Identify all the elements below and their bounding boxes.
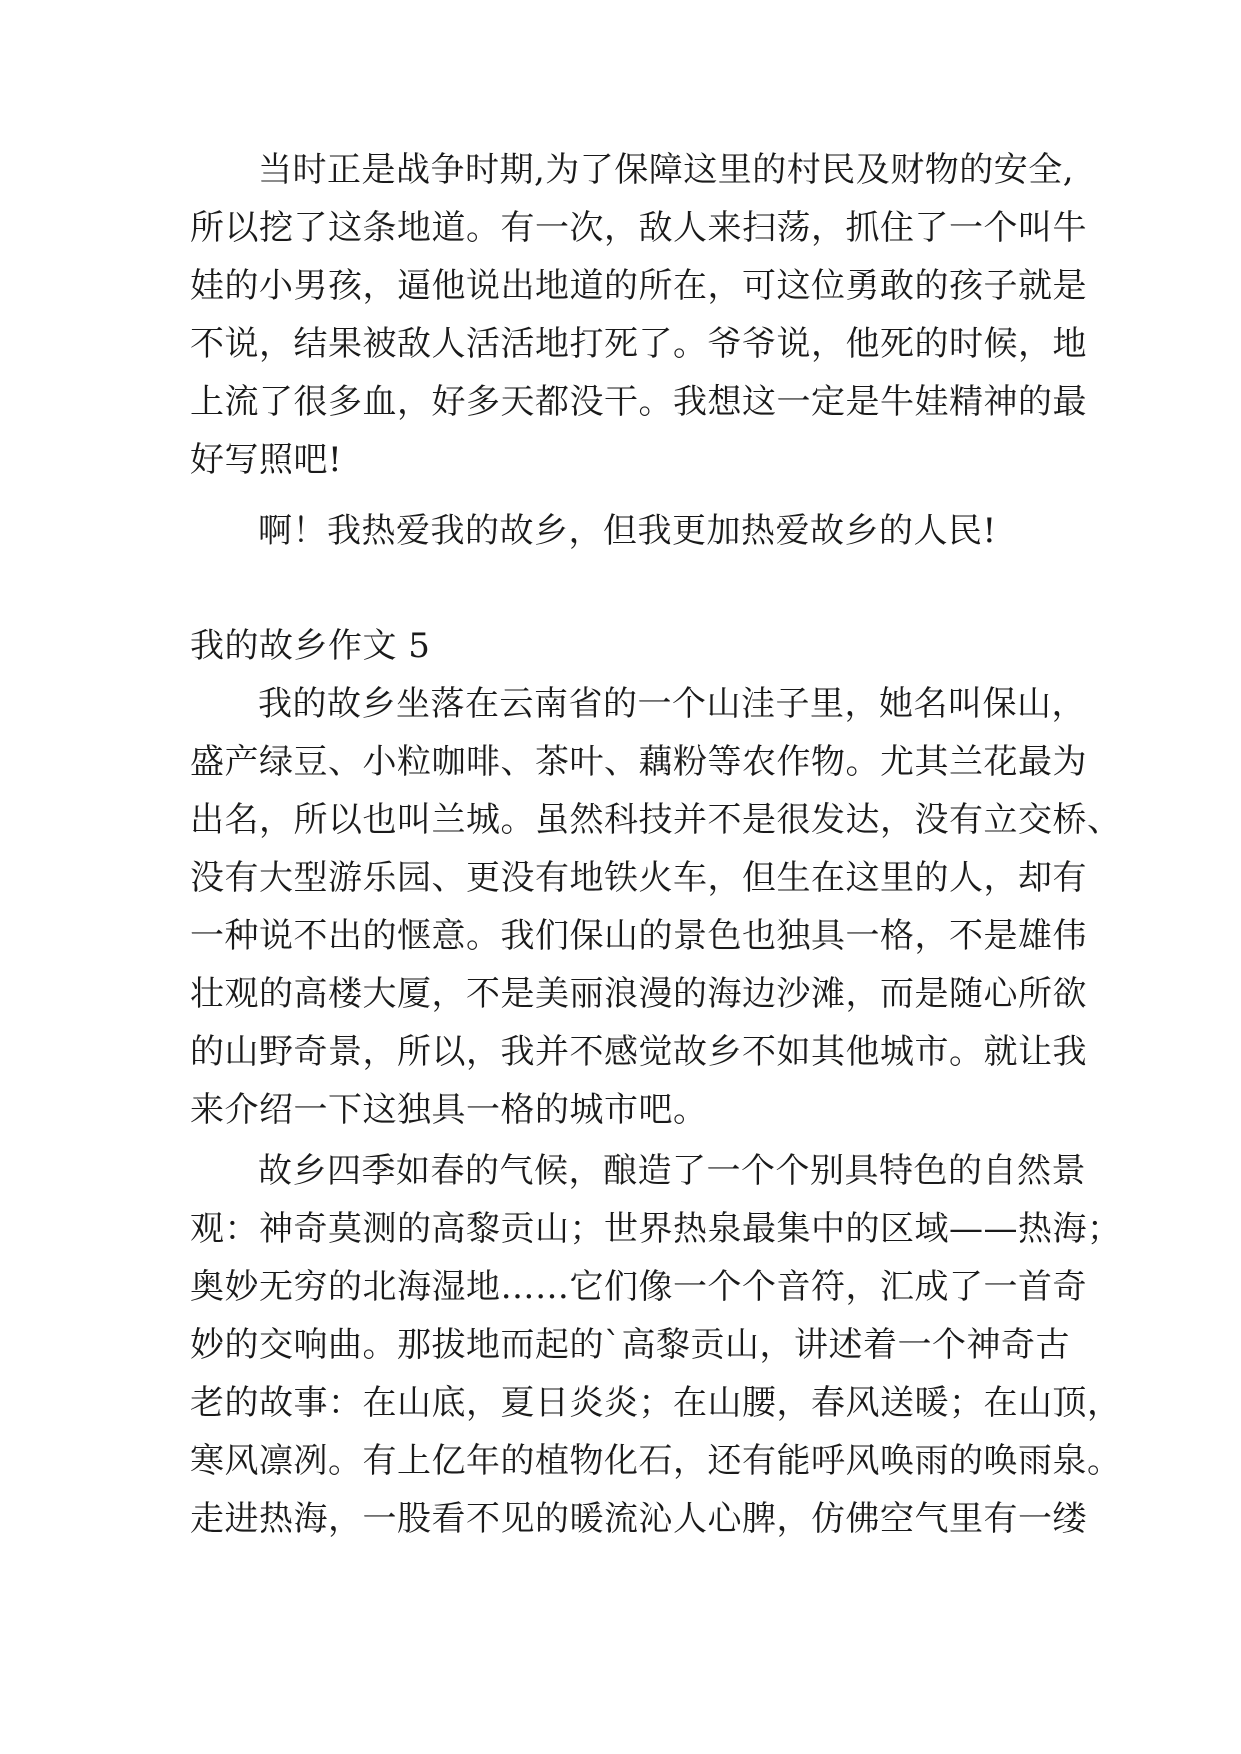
- paragraph-line: 娃的小男孩，逼他说出地道的所在，可这位勇敢的孩子就是: [190, 266, 1087, 306]
- paragraph-line: 壮观的高楼大厦，不是美丽浪漫的海边沙滩，而是随心所欲: [190, 974, 1087, 1014]
- paragraph-line: 老的故事：在山底，夏日炎炎；在山腰，春风送暖；在山顶，: [190, 1383, 1122, 1423]
- paragraph-line: 走进热海，一股看不见的暖流沁人心脾，仿佛空气里有一缕: [190, 1499, 1087, 1539]
- paragraph-line: 上流了很多血，好多天都没干。我想这一定是牛娃精神的最: [190, 382, 1087, 422]
- paragraph-line: 的山野奇景，所以，我并不感觉故乡不如其他城市。就让我: [190, 1032, 1087, 1072]
- paragraph-line: 啊！我热爱我的故乡，但我更加热爱故乡的人民!: [258, 511, 997, 551]
- paragraph-line: 我的故乡坐落在云南省的一个山洼子里，她名叫保山，: [258, 684, 1086, 724]
- paragraph-line: 奥妙无穷的北海湿地……它们像一个个音符，汇成了一首奇: [190, 1267, 1087, 1307]
- paragraph-line: 不说，结果被敌人活活地打死了。爷爷说，他死的时候，地: [190, 324, 1087, 364]
- paragraph-line: 观：神奇莫测的高黎贡山；世界热泉最集中的区域——热海；: [190, 1209, 1122, 1249]
- paragraph-line: 盛产绿豆、小粒咖啡、茶叶、藕粉等农作物。尤其兰花最为: [190, 742, 1087, 782]
- section-title: 我的故乡作文 5: [190, 626, 431, 666]
- paragraph-line: 妙的交响曲。那拔地而起的`高黎贡山，讲述着一个神奇古: [190, 1325, 1070, 1365]
- paragraph-line: 一种说不出的惬意。我们保山的景色也独具一格，不是雄伟: [190, 916, 1087, 956]
- paragraph-line: 所以挖了这条地道。有一次，敌人来扫荡，抓住了一个叫牛: [190, 208, 1087, 248]
- paragraph-line: 来介绍一下这独具一格的城市吧。: [190, 1090, 708, 1130]
- paragraph-line: 当时正是战争时期,为了保障这里的村民及财物的安全,: [258, 150, 1075, 190]
- paragraph-line: 出名，所以也叫兰城。虽然科技并不是很发达，没有立交桥、: [190, 800, 1122, 840]
- paragraph-line: 好写照吧!: [190, 440, 343, 480]
- paragraph-line: 没有大型游乐园、更没有地铁火车，但生在这里的人，却有: [190, 858, 1087, 898]
- paragraph-line: 故乡四季如春的气候，酿造了一个个别具特色的自然景: [258, 1151, 1086, 1191]
- paragraph-line: 寒风凛冽。有上亿年的植物化石，还有能呼风唤雨的唤雨泉。: [190, 1441, 1122, 1481]
